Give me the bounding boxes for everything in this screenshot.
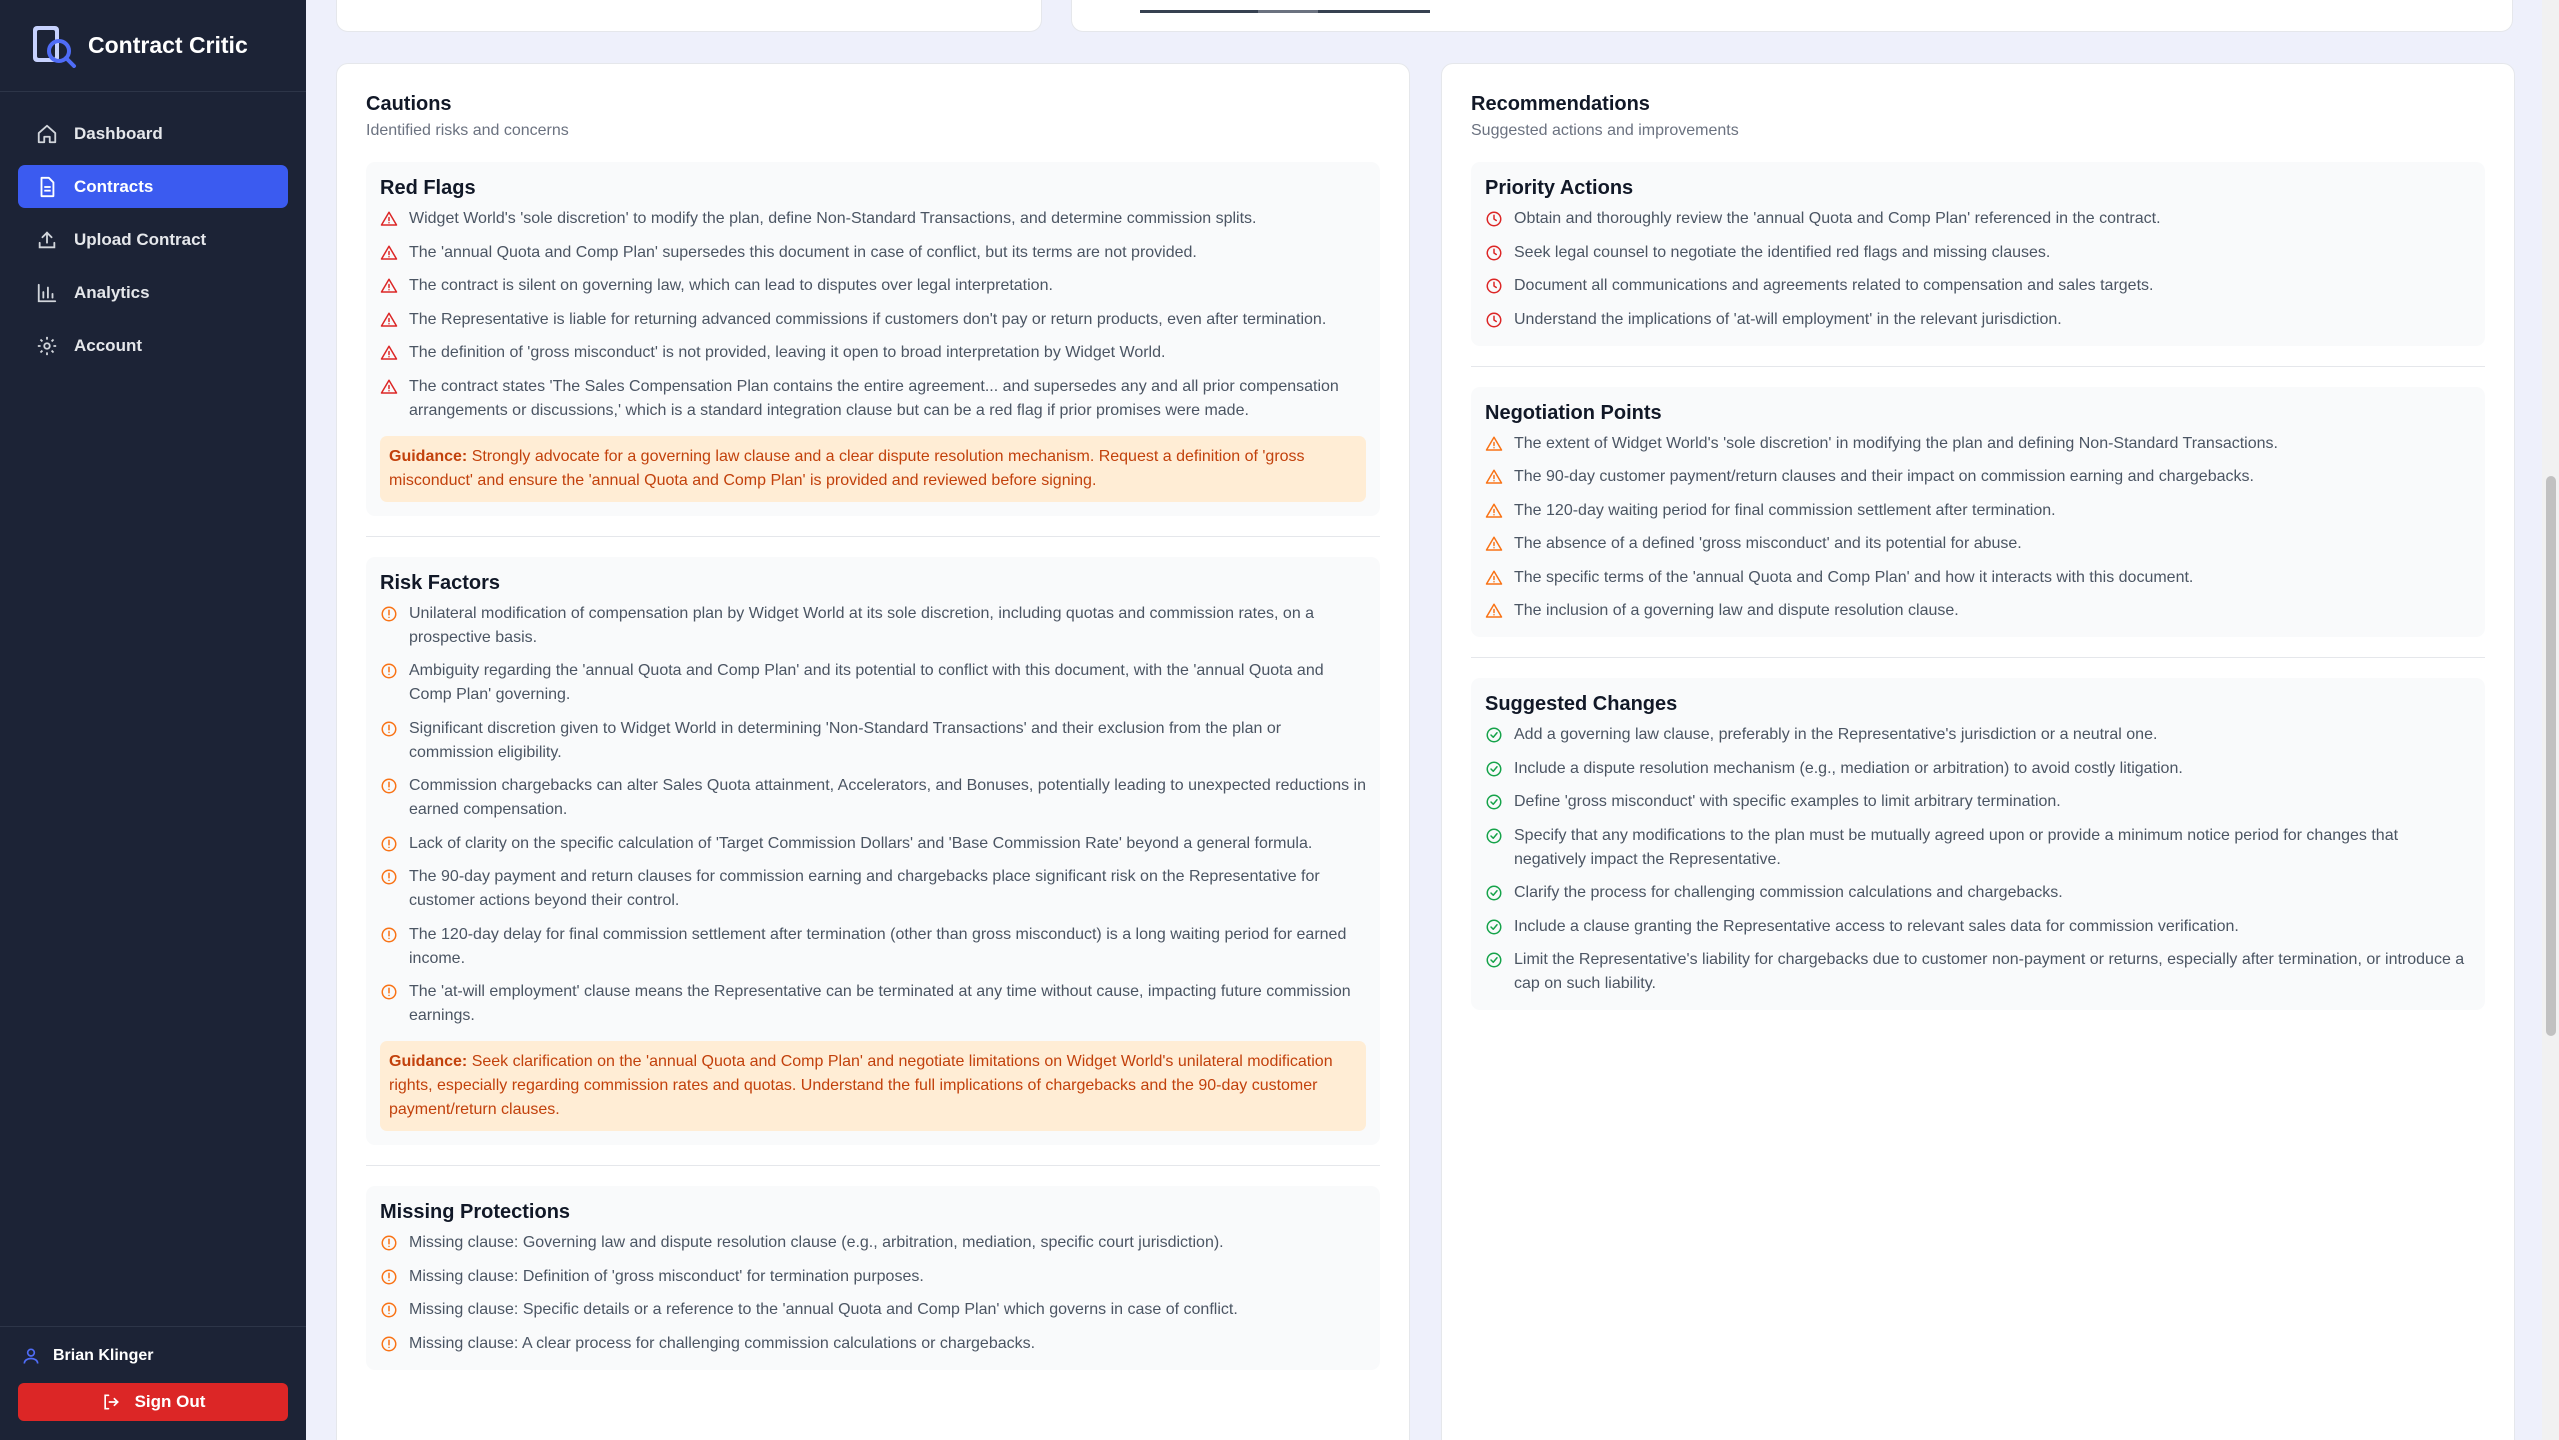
list-item xyxy=(380,1265,1366,1289)
list-item xyxy=(1485,790,2471,814)
list-item xyxy=(380,1332,1366,1356)
list-item-text: The 120-day delay for final commission settlement after termination (other than gross misconduct) is a long waiting period for earned income. xyxy=(409,925,1347,967)
list-item xyxy=(380,659,1366,707)
list-item-text: Specify that any modifications to the plan must be mutually agreed upon or provide a minimum notice period for changes that negatively impact the Representative. xyxy=(1514,826,2399,868)
nav-item-label: Contracts xyxy=(74,176,154,196)
guidance-label: Guidance: xyxy=(389,1053,468,1070)
negotiation-points-section xyxy=(1471,387,2485,638)
priority-actions-section xyxy=(1471,162,2485,346)
list-item xyxy=(380,832,1366,856)
brand[interactable] xyxy=(0,0,306,92)
list-item-text: Missing clause: Definition of 'gross misconduct' for termination purposes. xyxy=(409,1267,924,1285)
user-info xyxy=(18,1345,288,1367)
red-flags-list xyxy=(380,207,1366,423)
alert-circle-icon xyxy=(380,835,398,853)
guidance-label: Guidance: xyxy=(389,447,468,465)
check-circle-icon xyxy=(1485,827,1503,845)
list-item xyxy=(1485,274,2471,298)
list-item xyxy=(1485,824,2471,872)
alert-triangle-icon xyxy=(1485,468,1503,486)
guidance-text: Seek clarification on the 'annual Quota and Comp Plan' and negotiate limitations on Widget World's unilateral modification rights, especially regarding commission rates and quotas. Understand the full implications of chargebacks and the 90-day customer payment/return clauses. xyxy=(389,1053,1333,1118)
recommendations-card xyxy=(1441,63,2515,1440)
list-item-text: The 'at-will employment' clause means the Representative can be terminated at any time without cause, impacting future commission earnings. xyxy=(409,983,1351,1024)
list-item-text: Limit the Representative's liability for chargebacks due to customer non-payment or returns, especially after termination, or introduce a cap on such liability. xyxy=(1514,951,2465,992)
document-icon xyxy=(36,176,58,198)
nav-item-dashboard[interactable] xyxy=(18,112,288,155)
main-nav xyxy=(0,92,306,367)
priority-actions-title: Priority Actions xyxy=(1485,177,1634,199)
list-item xyxy=(380,1231,1366,1255)
risk-factors-list xyxy=(380,602,1366,1029)
list-item xyxy=(380,923,1366,971)
list-item-text: The contract states 'The Sales Compensation Plan contains the entire agreement... and supersedes any and all prior compensation arrangements or discussions,' which is a standard integration clause but can be a red flag if prior promises were made. xyxy=(409,377,1339,419)
list-item xyxy=(380,207,1366,231)
guidance-text: Strongly advocate for a governing law clause and a clear dispute resolution mechanism. Request a definition of 'gross misconduct' and ensure the 'annual Quota and Comp Plan' is provided and reviewed before signing. xyxy=(389,447,1305,489)
list-item-text: Include a dispute resolution mechanism (e.g., mediation or arbitration) to avoid costly litigation. xyxy=(1514,759,2183,777)
list-item xyxy=(380,274,1366,298)
alert-circle-icon xyxy=(380,662,398,680)
nav-item-account[interactable] xyxy=(18,324,288,367)
alert-triangle-icon xyxy=(380,344,398,362)
clock-icon xyxy=(1485,311,1503,329)
list-item-text: The definition of 'gross misconduct' is not provided, leaving it open to broad interpretation by Widget World. xyxy=(409,344,1166,361)
list-item xyxy=(380,308,1366,332)
list-item xyxy=(1485,465,2471,489)
list-item xyxy=(1485,432,2471,456)
sign-out-label: Sign Out xyxy=(134,1392,206,1411)
suggested-changes-list xyxy=(1485,723,2471,996)
list-item-text: Significant discretion given to Widget World in determining 'Non-Standard Transactions' and their exclusion from the plan or commission eligibility. xyxy=(409,719,1282,761)
list-item-text: The specific terms of the 'annual Quota and Comp Plan' and how it interacts with this document. xyxy=(1514,568,2194,586)
priority-actions-list xyxy=(1485,207,2471,332)
nav-item-upload-contract[interactable] xyxy=(18,218,288,261)
list-item-text: Seek legal counsel to negotiate the identified red flags and missing clauses. xyxy=(1514,243,2051,261)
list-item-text: Missing clause: Governing law and dispute resolution clause (e.g., arbitration, mediation, specific court jurisdiction). xyxy=(409,1234,1224,1251)
list-item-text: The 90-day customer payment/return clauses and their impact on commission earning and chargebacks. xyxy=(1514,468,2254,485)
red-flags-guidance xyxy=(380,436,1366,502)
alert-circle-icon xyxy=(380,1335,398,1353)
check-circle-icon xyxy=(1485,951,1503,969)
list-item-text: Obtain and thoroughly review the 'annual Quota and Comp Plan' referenced in the contract. xyxy=(1514,210,2161,227)
list-item-text: Clarify the process for challenging commission calculations and chargebacks. xyxy=(1514,884,2063,901)
divider xyxy=(366,536,1380,537)
missing-protections-title: Missing Protections xyxy=(380,1201,571,1223)
list-item-text: Unilateral modification of compensation plan by Widget World at its sole discretion, including quotas and commission rates, on a prospective basis. xyxy=(409,604,1315,646)
list-item xyxy=(1485,915,2471,939)
alert-triangle-icon xyxy=(1485,502,1503,520)
red-flags-section xyxy=(366,162,1380,516)
list-item-text: Lack of clarity on the specific calculation of 'Target Commission Dollars' and 'Base Commission Rate' beyond a general formula. xyxy=(409,834,1313,852)
alert-circle-icon xyxy=(380,983,398,1001)
list-item-text: Commission chargebacks can alter Sales Quota attainment, Accelerators, and Bonuses, potentially leading to unexpected reductions in earned compensation. xyxy=(409,777,1366,818)
check-circle-icon xyxy=(1485,793,1503,811)
missing-protections-section xyxy=(366,1186,1380,1370)
alert-circle-icon xyxy=(380,1301,398,1319)
alert-circle-icon xyxy=(380,720,398,738)
alert-triangle-icon xyxy=(380,378,398,396)
alert-triangle-icon xyxy=(1485,602,1503,620)
list-item-text: The Representative is liable for returning advanced commissions if customers don't pay or return products, even after termination. xyxy=(409,310,1327,328)
nav-item-label: Account xyxy=(74,335,142,355)
missing-protections-list xyxy=(380,1231,1366,1356)
alert-circle-icon xyxy=(380,926,398,944)
cautions-title: Cautions xyxy=(366,93,452,115)
page-scrollbar[interactable] xyxy=(2542,0,2559,1440)
gear-icon xyxy=(36,335,58,357)
divider xyxy=(1471,366,2485,367)
home-icon xyxy=(36,123,58,145)
list-item-text: The extent of Widget World's 'sole discretion' in modifying the plan and defining Non-Standard Transactions. xyxy=(1514,434,2278,452)
list-item-text: The 90-day payment and return clauses for commission earning and chargebacks place significant risk on the Representative for customer actions beyond their control. xyxy=(409,868,1320,909)
divider xyxy=(1471,657,2485,658)
check-circle-icon xyxy=(1485,884,1503,902)
red-flags-title: Red Flags xyxy=(380,177,476,199)
alert-triangle-icon xyxy=(1485,435,1503,453)
list-item-text: The contract is silent on governing law, which can lead to disputes over legal interpretation. xyxy=(409,277,1053,294)
sign-out-button[interactable] xyxy=(18,1383,288,1421)
list-item-text: The absence of a defined 'gross misconduct' and its potential for abuse. xyxy=(1514,535,2022,552)
negotiation-points-title: Negotiation Points xyxy=(1485,401,1662,424)
logout-icon xyxy=(101,1392,121,1412)
list-item-text: The 'annual Quota and Comp Plan' supersedes this document in case of conflict, but its terms are not provided. xyxy=(409,243,1197,261)
risk-factors-section xyxy=(366,557,1380,1146)
list-item-text: Define 'gross misconduct' with specific examples to limit arbitrary termination. xyxy=(1514,793,2061,810)
alert-circle-icon xyxy=(380,777,398,795)
check-circle-icon xyxy=(1485,918,1503,936)
alert-triangle-icon xyxy=(380,244,398,262)
cautions-subtitle: Identified risks and concerns xyxy=(366,122,569,139)
recommendations-subtitle: Suggested actions and improvements xyxy=(1471,122,1739,139)
list-item xyxy=(1485,757,2471,781)
list-item xyxy=(380,602,1366,650)
list-item-text: Missing clause: Specific details or a reference to the 'annual Quota and Comp Plan' which governs in case of conflict. xyxy=(409,1301,1238,1318)
nav-item-label: Upload Contract xyxy=(74,229,207,249)
list-item xyxy=(380,980,1366,1028)
nav-item-label: Dashboard xyxy=(74,123,163,143)
list-item xyxy=(1485,948,2471,996)
score-bar xyxy=(1140,10,1430,13)
risk-factors-guidance xyxy=(380,1041,1366,1131)
alert-circle-icon xyxy=(380,605,398,623)
app-name: Contract Critic xyxy=(88,32,248,58)
list-item xyxy=(380,774,1366,822)
alert-triangle-icon xyxy=(380,210,398,228)
bar-chart-icon xyxy=(36,282,58,304)
user-name: Brian Klinger xyxy=(53,1347,154,1364)
negotiation-points-list xyxy=(1485,432,2471,624)
list-item xyxy=(380,717,1366,765)
list-item xyxy=(1485,241,2471,265)
list-item-text: Widget World's 'sole discretion' to modify the plan, define Non-Standard Transactions, and determine commission splits. xyxy=(409,210,1257,227)
list-item-text: Add a governing law clause, preferably in the Representative's jurisdiction or a neutral one. xyxy=(1514,726,2158,743)
logo-icon xyxy=(32,24,82,68)
list-item xyxy=(1485,599,2471,623)
clock-icon xyxy=(1485,244,1503,262)
check-circle-icon xyxy=(1485,726,1503,744)
list-item-text: Ambiguity regarding the 'annual Quota and Comp Plan' and its potential to conflict with this document, with the 'annual Quota and Comp Plan' governing. xyxy=(409,662,1324,703)
list-item xyxy=(1485,207,2471,231)
list-item xyxy=(1485,532,2471,556)
nav-item-contracts[interactable] xyxy=(18,165,288,208)
nav-item-analytics[interactable] xyxy=(18,271,288,314)
list-item-text: The 120-day waiting period for final commission settlement after termination. xyxy=(1514,501,2056,519)
divider xyxy=(366,1165,1380,1166)
scrollbar-thumb[interactable] xyxy=(2546,476,2556,1036)
check-circle-icon xyxy=(1485,760,1503,778)
sidebar xyxy=(0,0,306,1440)
list-item xyxy=(380,1298,1366,1322)
list-item xyxy=(380,241,1366,265)
list-item xyxy=(1485,308,2471,332)
list-item xyxy=(380,865,1366,913)
risk-factors-title: Risk Factors xyxy=(380,571,501,594)
list-item xyxy=(380,341,1366,365)
alert-triangle-icon xyxy=(380,277,398,295)
list-item-text: Missing clause: A clear process for challenging commission calculations or chargebacks. xyxy=(409,1334,1036,1352)
alert-circle-icon xyxy=(380,1234,398,1252)
suggested-changes-section xyxy=(1471,678,2485,1010)
alert-triangle-icon xyxy=(1485,535,1503,553)
suggested-changes-title: Suggested Changes xyxy=(1485,693,1678,715)
cautions-card xyxy=(336,63,1410,1440)
alert-circle-icon xyxy=(380,868,398,886)
recommendations-title: Recommendations xyxy=(1471,93,1650,115)
list-item xyxy=(1485,881,2471,905)
list-item xyxy=(1485,723,2471,747)
user-icon xyxy=(21,1346,41,1366)
alert-triangle-icon xyxy=(380,311,398,329)
sidebar-footer xyxy=(0,1326,306,1440)
summary-card-left xyxy=(336,0,1042,32)
clock-icon xyxy=(1485,277,1503,295)
list-item-text: The inclusion of a governing law and dispute resolution clause. xyxy=(1514,602,1959,619)
alert-circle-icon xyxy=(380,1268,398,1286)
list-item-text: Understand the implications of 'at-will employment' in the relevant jurisdiction. xyxy=(1514,310,2062,328)
clock-icon xyxy=(1485,210,1503,228)
list-item xyxy=(380,375,1366,423)
upload-icon xyxy=(36,229,58,251)
summary-card-right xyxy=(1071,0,2513,32)
list-item xyxy=(1485,499,2471,523)
list-item xyxy=(1485,566,2471,590)
list-item-text: Document all communications and agreements related to compensation and sales targets. xyxy=(1514,277,2154,294)
nav-item-label: Analytics xyxy=(74,282,150,302)
list-item-text: Include a clause granting the Representative access to relevant sales data for commission verification. xyxy=(1514,917,2239,935)
alert-triangle-icon xyxy=(1485,569,1503,587)
